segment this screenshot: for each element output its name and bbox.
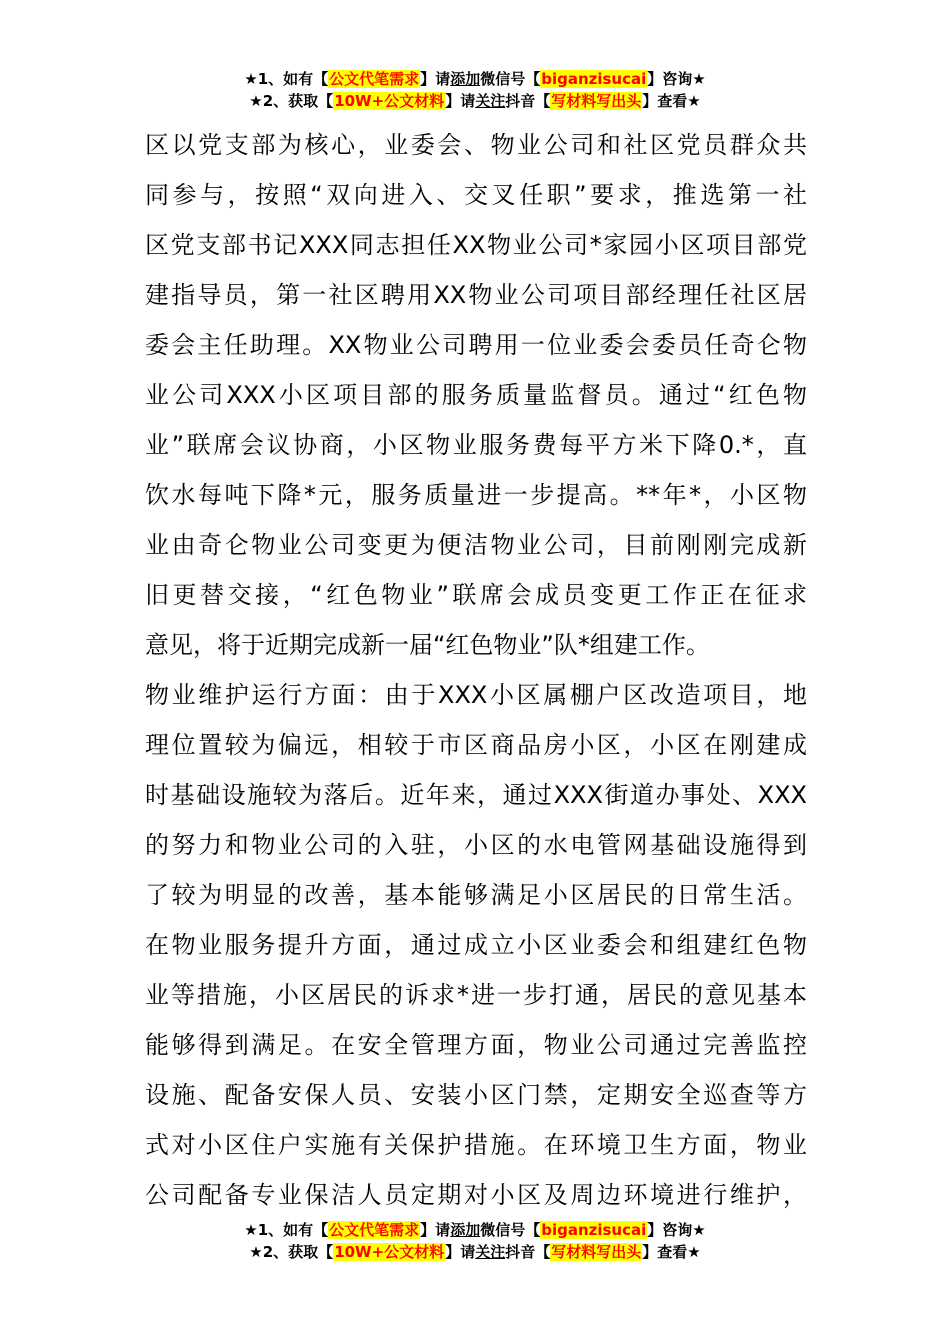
banner-text: ★1、如有【	[244, 1221, 329, 1239]
banner-text: 】查看★	[642, 1243, 701, 1261]
banner-line-1	[0, 1219, 950, 1241]
body-line: 设施、配备安保人员、安装小区门禁，定期安全巡查等方	[145, 1081, 807, 1109]
banner-text: 抖音【	[505, 92, 551, 110]
banner-line-1	[0, 68, 950, 90]
body-line: 理位置较为偏远，相较于市区商品房小区，小区在刚建成	[145, 731, 807, 759]
body-line: 业由奇仑物业公司变更为便洁物业公司，目前刚刚完成新	[145, 531, 807, 559]
document-body	[145, 120, 807, 1220]
body-line: 式对小区住户实施有关保护措施。在环境卫生方面，物业	[145, 1131, 807, 1159]
banner-text: ★2、获取【	[249, 1243, 334, 1261]
highlight-text: 公文代笔需求	[329, 1221, 420, 1239]
body-line: 意见，将于近期完成新一届“红色物业”队*组建工作。	[145, 631, 710, 659]
underlined-text: 添加	[450, 70, 481, 88]
underlined-text: 关注	[475, 1243, 506, 1261]
banner-text: 】请	[420, 70, 451, 88]
body-line: 饮水每吨下降*元，服务质量进一步提高。**年*，小区物	[145, 481, 807, 509]
banner-text: 】请	[445, 1243, 476, 1261]
highlight-text: biganzisucai	[541, 70, 647, 88]
underlined-text: 关注	[475, 92, 506, 110]
body-line: 业公司XXX小区项目部的服务质量监督员。通过“红色物	[145, 381, 807, 409]
highlight-text: 写材料写出头	[551, 92, 642, 110]
banner-text: 】查看★	[642, 92, 701, 110]
banner-text: 】咨询★	[647, 70, 706, 88]
body-line: 时基础设施较为落后。近年来，通过XXX街道办事处、XXX	[145, 781, 807, 809]
banner-text: 】请	[420, 1221, 451, 1239]
highlight-text: 10W+公文材料	[334, 1243, 445, 1261]
highlight-text: 公文代笔需求	[329, 70, 420, 88]
body-line: 公司配备专业保洁人员定期对小区及周边环境进行维护，	[145, 1181, 807, 1209]
banner-text: 抖音【	[505, 1243, 551, 1261]
banner-text: 】请	[445, 92, 476, 110]
body-line: 物业维护运行方面：由于XXX小区属棚户区改造项目，地	[145, 681, 807, 709]
highlight-text: 10W+公文材料	[334, 92, 445, 110]
footer-banner	[0, 1219, 950, 1263]
body-line: 建指导员，第一社区聘用XX物业公司项目部经理任社区居	[145, 281, 807, 309]
body-line: 了较为明显的改善，基本能够满足小区居民的日常生活。	[145, 881, 807, 909]
banner-line-2	[0, 90, 950, 112]
body-line: 委会主任助理。XX物业公司聘用一位业委会委员任奇仑物	[145, 331, 807, 359]
body-line: 旧更替交接，“红色物业”联席会成员变更工作正在征求	[145, 581, 807, 609]
banner-line-2	[0, 1241, 950, 1263]
body-line: 在物业服务提升方面，通过成立小区业委会和组建红色物	[145, 931, 807, 959]
banner-text: 】咨询★	[647, 1221, 706, 1239]
banner-text: ★2、获取【	[249, 92, 334, 110]
banner-text: 微信号【	[480, 1221, 541, 1239]
body-line: 业等措施，小区居民的诉求*进一步打通，居民的意见基本	[145, 981, 807, 1009]
body-line: 同参与，按照“双向进入、交叉任职”要求，推选第一社	[145, 181, 807, 209]
body-line: 区党支部书记XXX同志担任XX物业公司*家园小区项目部党	[145, 231, 807, 259]
banner-text: ★1、如有【	[244, 70, 329, 88]
underlined-text: 添加	[450, 1221, 481, 1239]
body-line: 的努力和物业公司的入驻，小区的水电管网基础设施得到	[145, 831, 807, 859]
header-banner	[0, 68, 950, 112]
body-line: 业”联席会议协商，小区物业服务费每平方米下降0.*，直	[145, 431, 807, 459]
body-line: 能够得到满足。在安全管理方面，物业公司通过完善监控	[145, 1031, 807, 1059]
body-line: 区以党支部为核心，业委会、物业公司和社区党员群众共	[145, 131, 807, 159]
highlight-text: 写材料写出头	[551, 1243, 642, 1261]
highlight-text: biganzisucai	[541, 1221, 647, 1239]
banner-text: 微信号【	[480, 70, 541, 88]
